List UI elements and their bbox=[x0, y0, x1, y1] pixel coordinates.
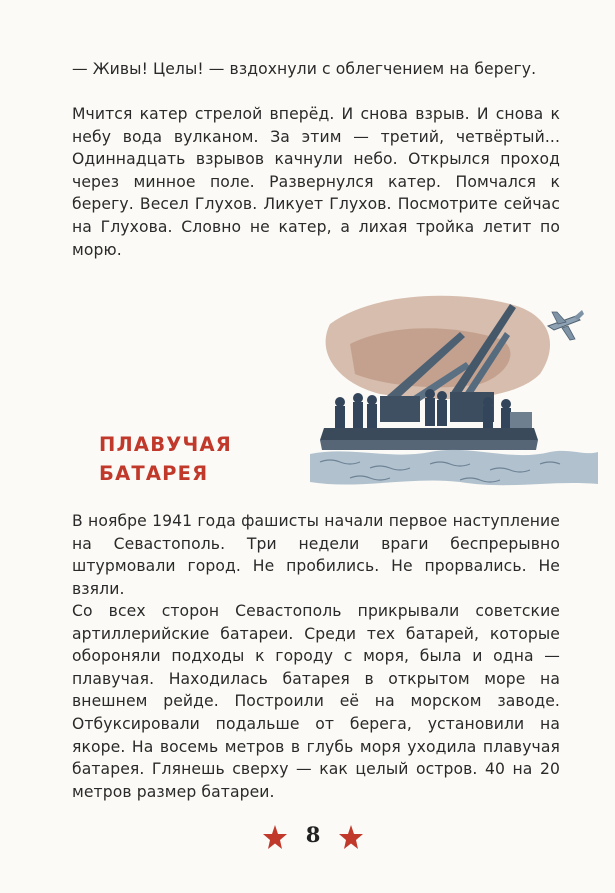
section-heading bbox=[99, 430, 232, 488]
paragraph-4: Со всех сторон Севастополь прикрывали советские артиллерийские батареи. Среди тех батарей, которые обороняли подходы к городу с моря, была и одна — плавучая. Находилась батарея в открытом море на внешнем рейде. Построили её на морском заводе. Отбуксировали подальше от берега, установили на якоре. На восемь метров в глубь моря уходила плавучая батарея. Глянешь сверху — как целый остров. 40 на 20 метров размер батареи. bbox=[72, 602, 560, 801]
heading-line-2: БАТАРЕЯ bbox=[99, 462, 209, 485]
heading-line-1: ПЛАВУЧАЯ bbox=[99, 433, 232, 456]
red-star-icon bbox=[262, 824, 288, 850]
red-star-icon bbox=[338, 824, 364, 850]
paragraph-1: — Живы! Целы! — вздохнули с облегчением на берегу. bbox=[72, 60, 537, 78]
page-footer bbox=[0, 820, 615, 854]
anti-aircraft-battery-illustration bbox=[310, 284, 598, 500]
page-number: 8 bbox=[305, 822, 321, 847]
paragraph-3: В ноябре 1941 года фашисты начали первое наступление на Севастополь. Три недели враги беспрерывно штурмовали город. Не пробились. Не прорвались. Не взяли. bbox=[72, 512, 560, 598]
paragraph-2: Мчится катер стрелой вперёд. И снова взрыв. И снова к небу вода вулканом. За этим — третий, четвёртый... Одиннадцать взрывов качнули небо. Открылся проход через минное поле. Развернулся катер. Помчался к берегу. Весел Глухов. Ликует Глухов. Посмотрите сейчас на Глухова. Словно не катер, а лихая тройка летит по морю. bbox=[72, 105, 560, 259]
airplane-icon bbox=[548, 310, 584, 340]
